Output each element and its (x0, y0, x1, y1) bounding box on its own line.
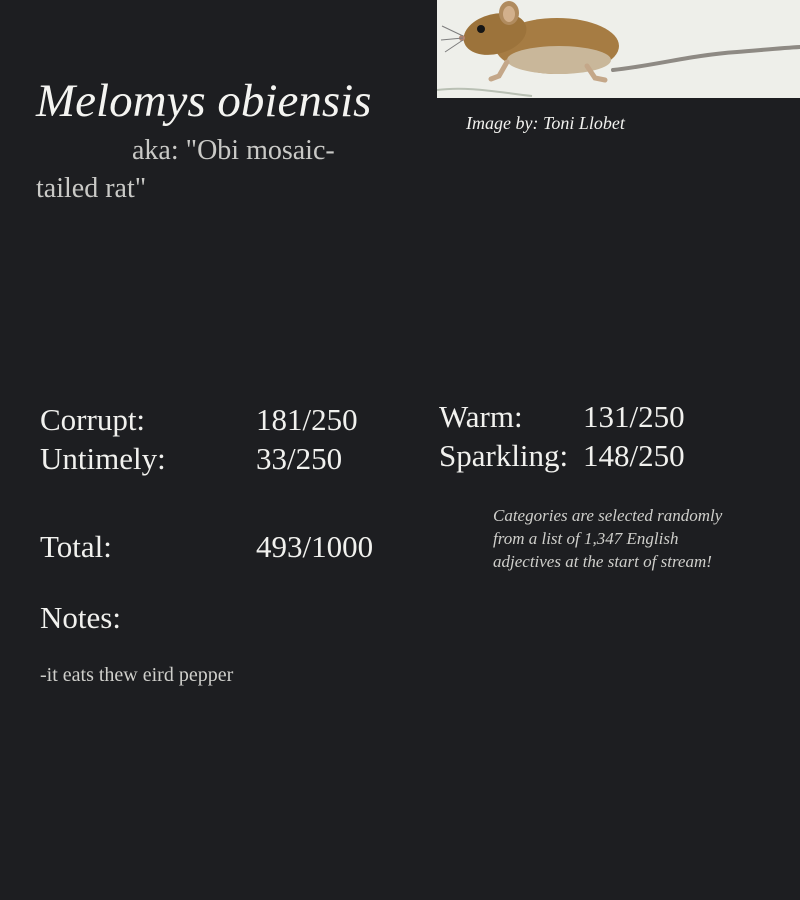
notes-heading: Notes: (40, 600, 121, 635)
total-value: 493/1000 (256, 529, 374, 564)
score-value-warm: 131/250 (583, 399, 685, 434)
score-label-corrupt: Corrupt: (40, 402, 146, 437)
score-value-sparkling: 148/250 (583, 438, 685, 473)
image-credit: Image by: Toni Llobet (466, 113, 625, 133)
note-item: -it eats thew eird pepper (40, 664, 234, 686)
score-label-warm: Warm: (439, 399, 523, 434)
species-name: Melomys obiensis (36, 75, 372, 127)
common-name: aka: "Obi mosaic-tailed rat" (36, 135, 335, 204)
rat-photo (437, 0, 800, 98)
total-label: Total: (40, 529, 112, 564)
score-label-sparkling: Sparkling: (439, 438, 569, 473)
score-label-untimely: Untimely: (40, 441, 166, 476)
categories-note: Categories are selected randomly from a list of 1,347 English adjectives at the start of stream! (493, 506, 723, 571)
score-value-corrupt: 181/250 (256, 402, 358, 437)
rat-illustration (437, 0, 800, 98)
score-value-untimely: 33/250 (256, 441, 343, 476)
